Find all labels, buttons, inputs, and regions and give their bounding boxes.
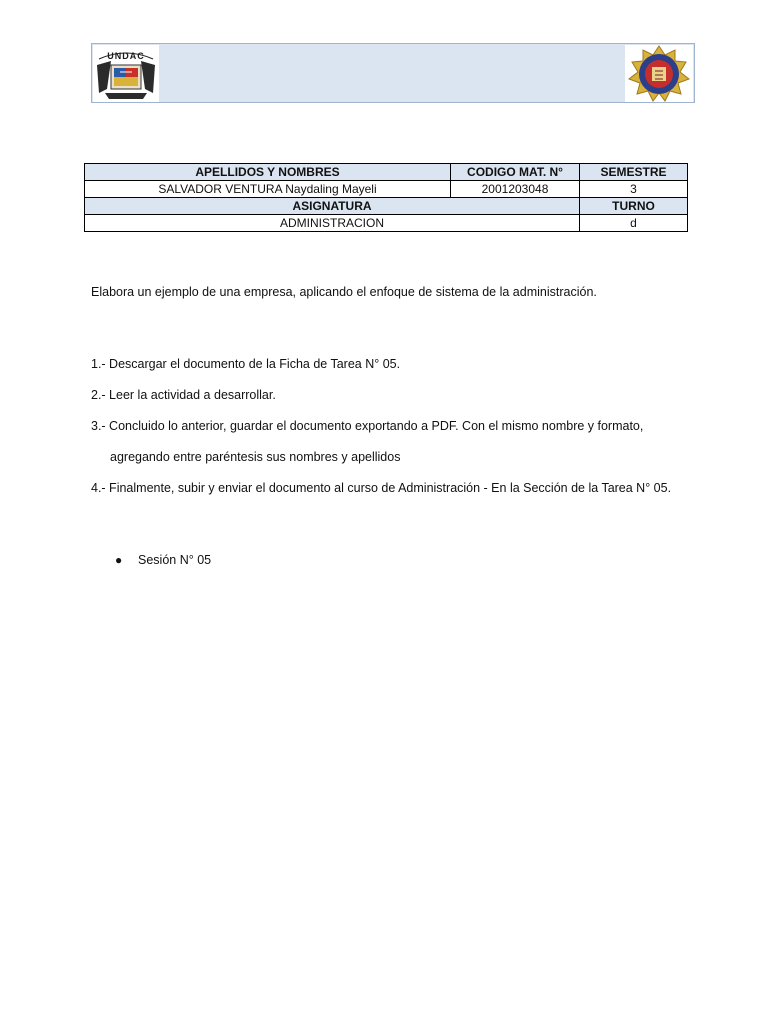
student-info-table (84, 163, 688, 232)
step-3: 3.- Concluido lo anterior, guardar el documento exportando a PDF. Con el mismo nombre y formato, (91, 419, 644, 433)
student-semester: 3 (580, 181, 688, 198)
step-1: 1.- Descargar el documento de la Ficha de Tarea N° 05. (91, 357, 401, 371)
turno-value: d (580, 215, 688, 232)
asignatura-value: ADMINISTRACION (85, 215, 580, 232)
step-2: 2.- Leer la actividad a desarrollar. (91, 388, 276, 402)
session-label: Sesión N° 05 (138, 553, 212, 567)
bullet-icon: ● (115, 553, 123, 567)
table-row (85, 198, 688, 215)
header-semester: SEMESTRE (580, 164, 688, 181)
table-row (85, 164, 688, 181)
student-code: 2001203048 (451, 181, 580, 198)
student-name: SALVADOR VENTURA Naydaling Mayeli (85, 181, 451, 198)
undac-logo (93, 45, 159, 102)
logo-left-text: UNDAC (107, 51, 145, 61)
header-code: CODIGO MAT. N° (451, 164, 580, 181)
school-seal (625, 45, 693, 102)
header-name: APELLIDOS Y NOMBRES (85, 164, 451, 181)
school-seal-icon (625, 45, 693, 102)
table-row (85, 181, 688, 198)
step-3-continued: agregando entre paréntesis sus nombres y apellidos (110, 450, 401, 464)
header-asignatura: ASIGNATURA (85, 198, 580, 215)
intro-text: Elabora un ejemplo de una empresa, aplicando el enfoque de sistema de la administración. (91, 285, 597, 299)
header-turno: TURNO (580, 198, 688, 215)
header-band (91, 43, 695, 103)
table-row (85, 215, 688, 232)
step-4: 4.- Finalmente, subir y enviar el documento al curso de Administración - En la Sección de la Tarea N° 05. (91, 481, 672, 495)
